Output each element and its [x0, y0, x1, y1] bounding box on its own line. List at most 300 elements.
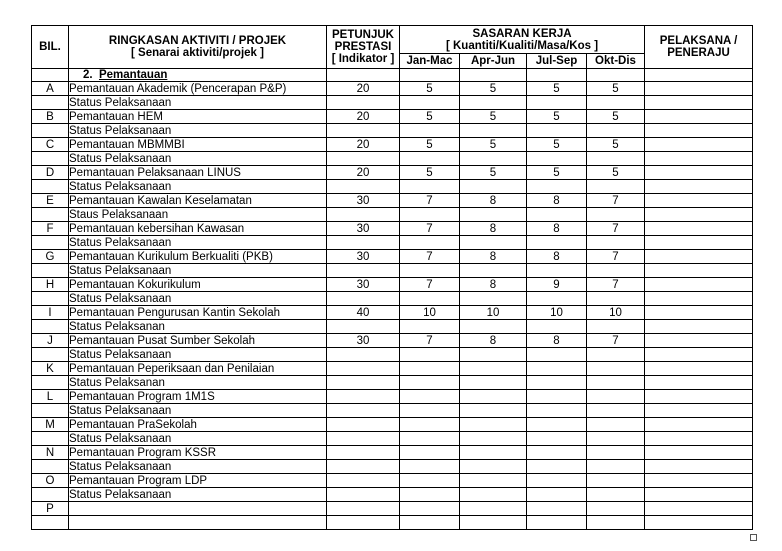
row-quarter-value: 5: [400, 138, 460, 152]
activity-row: [32, 418, 753, 432]
activity-row: [32, 222, 753, 236]
header-indicator-line1: PETUNJUK: [332, 29, 394, 41]
section-title: [69, 69, 327, 82]
status-row: [32, 236, 753, 250]
row-quarter-value: [460, 446, 527, 460]
empty-cell: [587, 180, 645, 194]
row-quarter-value: [527, 474, 587, 488]
empty-cell: [587, 69, 645, 82]
row-quarter-value: [587, 390, 645, 404]
empty-cell: [645, 348, 753, 362]
empty-cell: [400, 124, 460, 138]
empty-cell: [587, 236, 645, 250]
empty-cell: [527, 264, 587, 278]
status-row: [32, 264, 753, 278]
header-executor: [645, 26, 753, 69]
empty-cell: [587, 152, 645, 166]
row-executor: [645, 110, 753, 124]
row-executor: [645, 82, 753, 96]
row-executor: [645, 418, 753, 432]
status-bil-cell: [32, 348, 69, 362]
empty-cell: [527, 320, 587, 334]
empty-cell: [327, 69, 400, 82]
empty-cell: [527, 460, 587, 474]
row-quarter-value: [527, 418, 587, 432]
row-quarter-value: 8: [460, 250, 527, 264]
activity-row: [32, 362, 753, 376]
empty-cell: [645, 432, 753, 446]
work-target-table: [31, 25, 753, 530]
empty-cell: [460, 264, 527, 278]
empty-cell: [645, 460, 753, 474]
empty-cell: [400, 236, 460, 250]
empty-cell: [460, 376, 527, 390]
row-executor: [645, 446, 753, 460]
row-activity: Pemantauan Akademik (Pencerapan P&P): [69, 82, 327, 96]
row-quarter-value: 8: [460, 222, 527, 236]
row-quarter-value: 8: [527, 250, 587, 264]
header-activity: [69, 26, 327, 69]
row-status: Status Pelaksanaan: [69, 488, 327, 502]
row-executor: [645, 194, 753, 208]
empty-cell: [645, 208, 753, 222]
row-status: Status Pelaksanaan: [69, 460, 327, 474]
row-quarter-value: 8: [460, 334, 527, 348]
status-row: [32, 124, 753, 138]
row-status: Status Pelaksanaan: [69, 152, 327, 166]
empty-cell: [327, 152, 400, 166]
row-quarter-value: 7: [587, 222, 645, 236]
empty-cell: [460, 292, 527, 306]
header-executor-line1: PELAKSANA /: [659, 35, 738, 47]
row-quarter-value: 8: [460, 194, 527, 208]
row-quarter-value: [527, 446, 587, 460]
row-quarter-value: [400, 418, 460, 432]
empty-cell: [587, 432, 645, 446]
status-row: [32, 516, 753, 530]
header-indicator: [327, 26, 400, 69]
status-bil-cell: [32, 432, 69, 446]
empty-cell: [327, 320, 400, 334]
activity-row: [32, 110, 753, 124]
empty-cell: [587, 292, 645, 306]
empty-cell: [587, 516, 645, 530]
row-indicator: 30: [327, 194, 400, 208]
row-indicator: 20: [327, 110, 400, 124]
row-quarter-value: 5: [527, 82, 587, 96]
row-quarter-value: 7: [587, 278, 645, 292]
empty-cell: [527, 432, 587, 446]
activity-row: [32, 82, 753, 96]
empty-cell: [400, 152, 460, 166]
empty-cell: [645, 376, 753, 390]
activity-row: [32, 194, 753, 208]
row-quarter-value: [587, 418, 645, 432]
status-row: [32, 152, 753, 166]
row-quarter-value: 7: [400, 222, 460, 236]
row-activity: Pemantauan Program 1M1S: [69, 390, 327, 404]
empty-cell: [460, 516, 527, 530]
row-status: Status Pelaksanaan: [69, 124, 327, 138]
row-status: Status Pelaksanaan: [69, 292, 327, 306]
row-indicator: 30: [327, 250, 400, 264]
row-status: Status Pelaksanan: [69, 376, 327, 390]
row-activity: Pemantauan Program LDP: [69, 474, 327, 488]
row-executor: [645, 138, 753, 152]
empty-cell: [400, 348, 460, 362]
empty-cell: [327, 432, 400, 446]
status-bil-cell: [32, 516, 69, 530]
empty-cell: [645, 124, 753, 138]
row-indicator: [327, 362, 400, 376]
empty-cell: [400, 320, 460, 334]
empty-cell: [460, 348, 527, 362]
empty-cell: [460, 460, 527, 474]
row-indicator: 30: [327, 278, 400, 292]
empty-cell: [527, 152, 587, 166]
header-activity-sub: [ Senarai aktiviti/projek ]: [131, 47, 264, 59]
status-bil-cell: [32, 320, 69, 334]
row-quarter-value: [400, 502, 460, 516]
row-quarter-value: 5: [460, 110, 527, 124]
row-quarter-value: 5: [527, 138, 587, 152]
row-indicator: 20: [327, 166, 400, 180]
row-quarter-value: [460, 418, 527, 432]
empty-cell: [460, 152, 527, 166]
row-status: Status Pelaksanaan: [69, 96, 327, 110]
row-quarter-value: [527, 362, 587, 376]
row-bil: D: [32, 166, 69, 180]
row-quarter-value: 5: [527, 166, 587, 180]
row-quarter-value: 5: [400, 110, 460, 124]
row-activity: Pemantauan Kurikulum Berkualiti (PKB): [69, 250, 327, 264]
row-quarter-value: 5: [460, 138, 527, 152]
row-bil: B: [32, 110, 69, 124]
row-status: Staus Pelaksanaan: [69, 208, 327, 222]
status-row: [32, 432, 753, 446]
row-bil: C: [32, 138, 69, 152]
empty-cell: [327, 348, 400, 362]
row-quarter-value: 8: [460, 278, 527, 292]
empty-cell: [645, 96, 753, 110]
header-indicator-line2: PRESTASI: [334, 41, 392, 53]
row-quarter-value: [400, 390, 460, 404]
empty-cell: [400, 404, 460, 418]
row-status: Status Pelaksanaan: [69, 432, 327, 446]
row-executor: [645, 166, 753, 180]
empty-cell: [400, 460, 460, 474]
row-executor: [645, 502, 753, 516]
empty-cell: [460, 124, 527, 138]
row-status: Status Pelaksanaan: [69, 348, 327, 362]
row-indicator: [327, 446, 400, 460]
empty-cell: [460, 208, 527, 222]
row-quarter-value: [400, 474, 460, 488]
row-indicator: 30: [327, 334, 400, 348]
row-indicator: [327, 474, 400, 488]
header-target-sub: [ Kuantiti/Kualiti/Masa/Kos ]: [445, 39, 599, 52]
empty-cell: [400, 432, 460, 446]
empty-cell: [400, 488, 460, 502]
row-quarter-value: [587, 502, 645, 516]
row-executor: [645, 334, 753, 348]
empty-cell: [460, 404, 527, 418]
status-bil-cell: [32, 124, 69, 138]
row-indicator: 20: [327, 82, 400, 96]
empty-cell: [327, 292, 400, 306]
row-status: Status Pelaksanaan: [69, 180, 327, 194]
row-quarter-value: 7: [587, 194, 645, 208]
row-bil: G: [32, 250, 69, 264]
row-activity: Pemantauan Pusat Sumber Sekolah: [69, 334, 327, 348]
empty-cell: [645, 292, 753, 306]
row-status: Status Pelaksanan: [69, 320, 327, 334]
status-bil-cell: [32, 152, 69, 166]
row-bil: H: [32, 278, 69, 292]
empty-cell: [527, 69, 587, 82]
empty-cell: [400, 376, 460, 390]
status-bil-cell: [32, 96, 69, 110]
empty-cell: [527, 96, 587, 110]
activity-row: [32, 138, 753, 152]
row-quarter-value: 9: [527, 278, 587, 292]
empty-cell: [645, 320, 753, 334]
section-number: 2.: [83, 69, 93, 81]
row-bil: A: [32, 82, 69, 96]
status-row: [32, 292, 753, 306]
row-quarter-value: 7: [400, 334, 460, 348]
header-target: [400, 26, 645, 54]
status-row: [32, 488, 753, 502]
row-quarter-value: [460, 502, 527, 516]
empty-cell: [527, 124, 587, 138]
empty-cell: [460, 236, 527, 250]
row-executor: [645, 222, 753, 236]
row-quarter-value: 8: [527, 334, 587, 348]
row-quarter-value: [527, 502, 587, 516]
status-bil-cell: [32, 488, 69, 502]
empty-cell: [587, 208, 645, 222]
empty-cell: [527, 208, 587, 222]
empty-cell: [587, 320, 645, 334]
header-indicator-line3: [ Indikator ]: [331, 53, 395, 65]
row-quarter-value: 7: [400, 278, 460, 292]
row-quarter-value: 10: [527, 306, 587, 320]
empty-cell: [327, 236, 400, 250]
row-status: Status Pelaksanaan: [69, 404, 327, 418]
empty-cell: [327, 96, 400, 110]
status-bil-cell: [32, 376, 69, 390]
status-row: [32, 208, 753, 222]
row-status: Status Pelaksanaan: [69, 264, 327, 278]
empty-cell: [645, 488, 753, 502]
row-quarter-value: 7: [587, 334, 645, 348]
row-bil: M: [32, 418, 69, 432]
empty-cell: [645, 404, 753, 418]
empty-cell: [587, 488, 645, 502]
row-quarter-value: 10: [460, 306, 527, 320]
empty-cell: [327, 264, 400, 278]
status-bil-cell: [32, 264, 69, 278]
status-row: [32, 376, 753, 390]
row-indicator: [327, 502, 400, 516]
row-quarter-value: 8: [527, 222, 587, 236]
row-executor: [645, 278, 753, 292]
status-bil-cell: [32, 208, 69, 222]
header-target-title: SASARAN KERJA: [472, 27, 572, 40]
status-bil-cell: [32, 236, 69, 250]
status-row: [32, 460, 753, 474]
status-row: [32, 320, 753, 334]
row-quarter-value: 5: [587, 166, 645, 180]
empty-cell: [527, 348, 587, 362]
row-activity: Pemantauan kebersihan Kawasan: [69, 222, 327, 236]
row-quarter-value: 5: [400, 166, 460, 180]
row-quarter-value: 5: [460, 166, 527, 180]
row-quarter-value: 10: [400, 306, 460, 320]
row-bil: K: [32, 362, 69, 376]
empty-cell: [460, 432, 527, 446]
activity-row: [32, 166, 753, 180]
row-activity: [69, 502, 327, 516]
empty-cell: [527, 292, 587, 306]
row-bil: I: [32, 306, 69, 320]
empty-cell: [400, 96, 460, 110]
row-quarter-value: 7: [400, 194, 460, 208]
status-bil-cell: [32, 180, 69, 194]
empty-cell: [400, 516, 460, 530]
empty-cell: [327, 488, 400, 502]
activity-row: [32, 278, 753, 292]
row-executor: [645, 250, 753, 264]
status-bil-cell: [32, 404, 69, 418]
row-status: [69, 516, 327, 530]
row-quarter-value: [400, 446, 460, 460]
empty-cell: [645, 236, 753, 250]
empty-cell: [400, 264, 460, 278]
status-bil-cell: [32, 460, 69, 474]
row-quarter-value: [527, 390, 587, 404]
row-quarter-value: [400, 362, 460, 376]
activity-row: [32, 334, 753, 348]
row-activity: Pemantauan PraSekolah: [69, 418, 327, 432]
row-quarter-value: 5: [587, 82, 645, 96]
empty-cell: [527, 404, 587, 418]
empty-cell: [327, 516, 400, 530]
empty-cell: [400, 180, 460, 194]
row-activity: Pemantauan Pengurusan Kantin Sekolah: [69, 306, 327, 320]
empty-cell: [460, 320, 527, 334]
header-bil: BIL.: [32, 26, 69, 69]
empty-cell: [645, 69, 753, 82]
activity-row: [32, 446, 753, 460]
activity-row: [32, 502, 753, 516]
empty-cell: [327, 124, 400, 138]
row-quarter-value: 5: [527, 110, 587, 124]
activity-row: [32, 390, 753, 404]
row-quarter-value: 5: [587, 138, 645, 152]
row-quarter-value: [460, 362, 527, 376]
section-row: [32, 69, 753, 82]
header-quarter: Apr-Jun: [460, 54, 527, 69]
header-quarter: Okt-Dis: [587, 54, 645, 69]
row-executor: [645, 390, 753, 404]
empty-cell: [645, 152, 753, 166]
row-activity: Pemantauan HEM: [69, 110, 327, 124]
row-quarter-value: [460, 390, 527, 404]
row-executor: [645, 474, 753, 488]
activity-row: [32, 250, 753, 264]
row-indicator: [327, 418, 400, 432]
header-quarter: Jan-Mac: [400, 54, 460, 69]
empty-cell: [327, 180, 400, 194]
row-quarter-value: 10: [587, 306, 645, 320]
row-activity: Pemantauan MBMMBI: [69, 138, 327, 152]
empty-cell: [327, 376, 400, 390]
row-indicator: 30: [327, 222, 400, 236]
status-bil-cell: [32, 292, 69, 306]
header-quarter: Jul-Sep: [527, 54, 587, 69]
empty-cell: [527, 236, 587, 250]
row-executor: [645, 306, 753, 320]
row-quarter-value: 5: [460, 82, 527, 96]
row-quarter-value: [460, 474, 527, 488]
row-activity: Pemantauan Pelaksanaan LINUS: [69, 166, 327, 180]
empty-cell: [400, 292, 460, 306]
row-bil: N: [32, 446, 69, 460]
row-quarter-value: 7: [587, 250, 645, 264]
header-executor-line2: PENERAJU: [667, 47, 730, 59]
row-activity: Pemantauan Program KSSR: [69, 446, 327, 460]
empty-cell: [527, 516, 587, 530]
empty-cell: [460, 488, 527, 502]
row-activity: Pemantauan Peperiksaan dan Penilaian: [69, 362, 327, 376]
empty-cell: [587, 376, 645, 390]
empty-cell: [587, 96, 645, 110]
empty-cell: [527, 180, 587, 194]
empty-cell: [527, 376, 587, 390]
empty-cell: [587, 460, 645, 474]
status-row: [32, 404, 753, 418]
row-executor: [645, 362, 753, 376]
empty-cell: [587, 264, 645, 278]
activity-row: [32, 306, 753, 320]
status-row: [32, 348, 753, 362]
row-indicator: 40: [327, 306, 400, 320]
activity-row: [32, 474, 753, 488]
section-bil-cell: [32, 69, 69, 82]
empty-cell: [645, 264, 753, 278]
row-status: Status Pelaksanaan: [69, 236, 327, 250]
empty-cell: [327, 404, 400, 418]
empty-cell: [587, 348, 645, 362]
row-bil: J: [32, 334, 69, 348]
row-quarter-value: [587, 362, 645, 376]
row-quarter-value: 5: [587, 110, 645, 124]
row-quarter-value: 7: [400, 250, 460, 264]
row-quarter-value: [587, 474, 645, 488]
resize-handle[interactable]: [750, 534, 757, 541]
row-bil: P: [32, 502, 69, 516]
empty-cell: [587, 404, 645, 418]
row-bil: E: [32, 194, 69, 208]
empty-cell: [460, 180, 527, 194]
empty-cell: [327, 460, 400, 474]
empty-cell: [587, 124, 645, 138]
row-bil: F: [32, 222, 69, 236]
empty-cell: [527, 488, 587, 502]
section-title-text: Pemantauan: [98, 69, 168, 81]
